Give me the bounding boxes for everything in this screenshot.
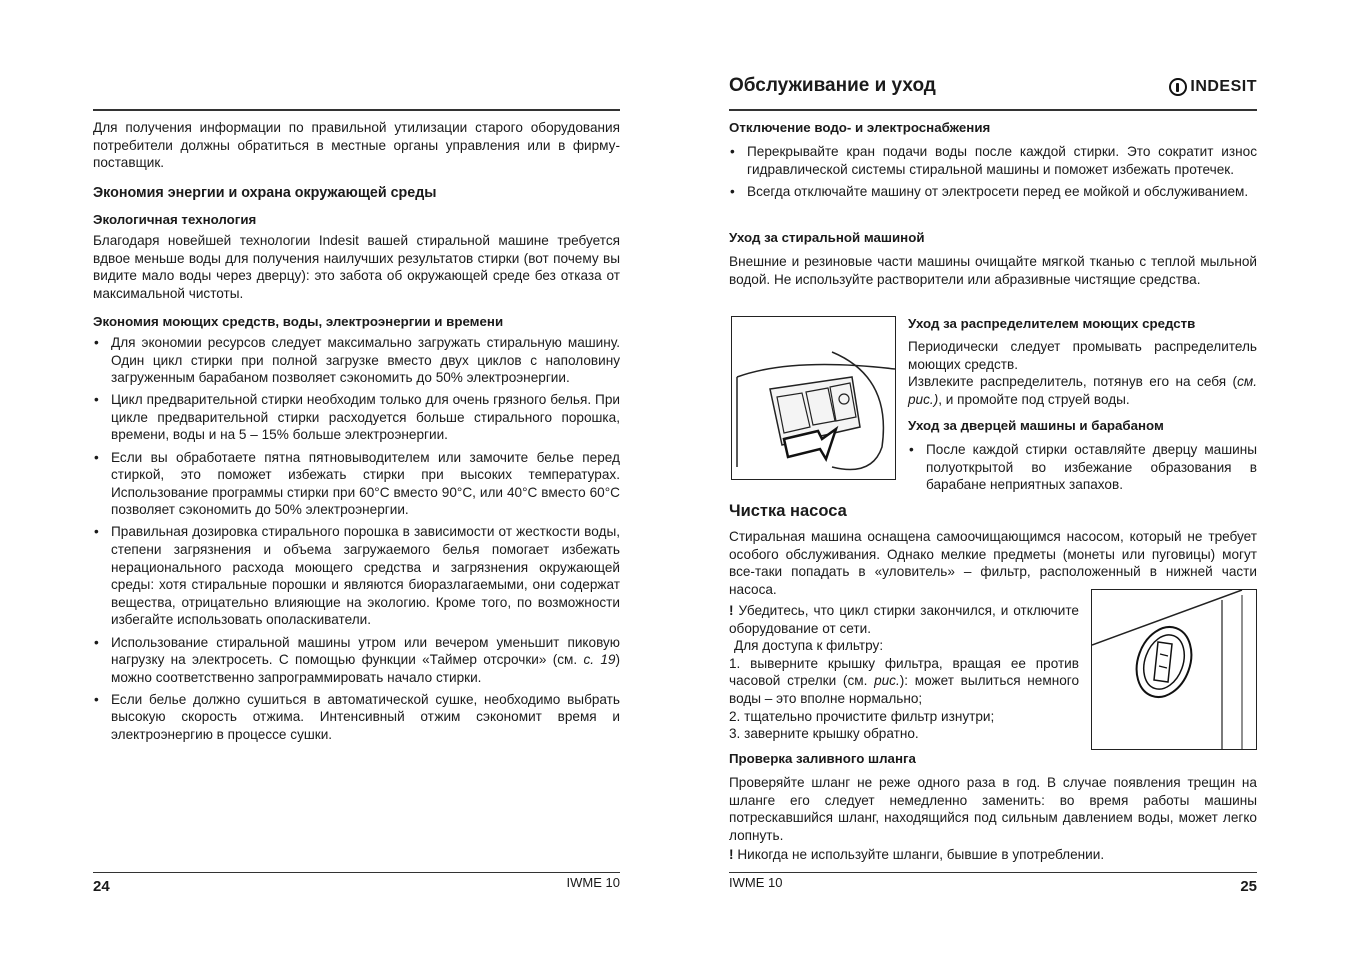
eco-text: Благодаря новейшей технологии Indesit вашей стиральной машине требуется вдвое меньше воды для получения наилучших результатов стирки (вот почему вы видите мало воды через дверцу): это забота об окружающей среде без отказа от максимальной чистоты. bbox=[93, 233, 620, 301]
figure-ref: см. рис.) bbox=[908, 374, 1257, 407]
right-page bbox=[729, 0, 1257, 954]
savings-item-5: • Использование стиральной машины утром или вечером уменьшит пиковую нагрузку на электросеть. С помощью функции «Таймер отсрочки» (см. с. 19) можно соответственно запрограммировать начало стирки. bbox=[93, 634, 620, 687]
page-ref: с. 19 bbox=[583, 652, 616, 668]
pump-access: Для доступа к фильтру: bbox=[734, 638, 884, 654]
shutoff-item-1: • Перекрывайте кран подачи воды после каждой стирки. Это сократит износ гидравлической системы стиральной машины и поможет избежать протечек. bbox=[729, 143, 1257, 178]
page-title: Обслуживание и уход bbox=[729, 75, 936, 96]
door-list bbox=[908, 441, 1257, 498]
warning-mark: ! bbox=[729, 603, 734, 618]
warning-mark-hose: ! bbox=[729, 847, 734, 862]
left-bottom-rule bbox=[93, 872, 620, 873]
savings-item-3: • Если вы обработаете пятна пятновыводителем или замочите белье перед стиркой, это поможет избежать стирки при высоких температурах. Использование программы стирки при 60°C вместо 90°C, или 40°C вместо 60°C позволяет сэкономить до 50% электроэнергии. bbox=[93, 449, 620, 519]
care-title: Уход за стиральной машиной bbox=[729, 230, 925, 245]
page-number-right: 25 bbox=[1240, 878, 1257, 895]
intro-text: Для получения информации по правильной утилизации старого оборудования потребители должны обратиться в местные органы управления или в фирму-поставщик. bbox=[93, 120, 620, 171]
savings-item-2: • Цикл предварительной стирки необходим только для очень грязного белья. При цикле предварительной стирки расходуется больше стирального порошка, времени, воды и на 5 – 15% больше электроэнергии. bbox=[93, 391, 620, 444]
savings-item-1: • Для экономии ресурсов следует максимально загружать стиральную машину. Один цикл стирки при полной загрузке вместо двух циклов с наполовину загруженным барабаном позволяет сэкономить до 50% электроэнергии. bbox=[93, 334, 620, 387]
dispenser-text-2: Извлеките распределитель, потянув его на себя (см. рис.), и промойте под струей воды. bbox=[908, 374, 1257, 407]
section-title-energy: Экономия энергии и охрана окружающей среды bbox=[93, 185, 437, 201]
savings-item-4: • Правильная дозировка стирального порошка в зависимости от жесткости воды, степени загрязнения и объема загружаемого белья помогает избежать нерационального расхода моющего средства и загрязнения окружающей среды: хотя стиральные порошки и являются биоразлагаемыми, они содержат вещества, отрицательно влияющие на экологию. Кроме того, по возможности избегайте использовать ополаскиватели. bbox=[93, 523, 620, 629]
right-bottom-rule bbox=[729, 872, 1257, 873]
left-page bbox=[93, 0, 620, 954]
model-left: IWME 10 bbox=[566, 875, 620, 890]
model-right: IWME 10 bbox=[729, 875, 783, 890]
figure-ref-pump: рис. bbox=[874, 673, 900, 689]
left-top-rule bbox=[93, 109, 620, 111]
hose-text: Проверяйте шланг не реже одного раза в год. В случае появления трещин на шланге его следует немедленно заменить: во время работы машины потрескавшийся шланг, находящийся под сильным давлением воды, может легко лопнуть. bbox=[729, 775, 1257, 843]
shutoff-item-2: • Всегда отключайте машину от электросети перед ее мойкой и обслуживанием. bbox=[729, 183, 1257, 201]
dispenser-drawing bbox=[732, 317, 895, 479]
right-top-rule bbox=[729, 109, 1257, 111]
door-title: Уход за дверцей машины и барабаном bbox=[908, 418, 1164, 433]
page-number-left: 24 bbox=[93, 878, 110, 895]
dispenser-text bbox=[908, 338, 1257, 408]
pump-warning: ! Убедитесь, что цикл стирки закончился, и отключите оборудование от сети. bbox=[729, 603, 1079, 636]
pump-filter-figure bbox=[1091, 589, 1257, 750]
care-text: Внешние и резиновые части машины очищайте мягкой тканью с теплой мыльной водой. Не используйте растворители или абразивные чистящие средства. bbox=[729, 254, 1257, 287]
pump-step-1: 1. выверните крышку фильтра, вращая ее против часовой стрелки (см. рис.): может вылиться немного воды – это вполне нормально; bbox=[729, 655, 1079, 706]
savings-item-6: • Если белье должно сушиться в автоматической сушке, необходимо выбрать высокую скорость отжима. Интенсивный отжим сэкономит время и электроэнергию в процессе сушки. bbox=[93, 691, 620, 744]
dispenser-title: Уход за распределителем моющих средств bbox=[908, 316, 1196, 331]
door-item: • После каждой стирки оставляйте дверцу машины полуоткрытой во избежание образования в барабане неприятных запахов. bbox=[908, 441, 1257, 494]
shutoff-list bbox=[729, 143, 1257, 205]
brand-name: INDESIT bbox=[1190, 78, 1257, 95]
indesit-logo-icon bbox=[1169, 78, 1187, 96]
shutoff-title: Отключение водо- и электроснабжения bbox=[729, 120, 991, 135]
savings-list bbox=[93, 334, 620, 748]
pump-instructions bbox=[729, 602, 1079, 743]
pump-text: Стиральная машина оснащена самоочищающимся насосом, который не требует особого обслуживания. Однако мелкие предметы (монеты или пуговицы) могут все-таки попадать в «уловитель» – фильтр, расположенный в нижней части насоса. bbox=[729, 529, 1257, 597]
pump-title: Чистка насоса bbox=[729, 502, 847, 520]
savings-title: Экономия моющих средств, воды, электроэнергии и времени bbox=[93, 314, 504, 329]
hose-warning: ! Никогда не используйте шланги, бывшие в употреблении. bbox=[729, 847, 1105, 862]
eco-title: Экологичная технология bbox=[93, 212, 257, 227]
pump-step-2: 2. тщательно прочистите фильтр изнутри; bbox=[729, 708, 995, 724]
dispenser-text-1: Периодически следует промывать распределитель моющих средств. bbox=[908, 339, 1257, 372]
hose-title: Проверка заливного шланга bbox=[729, 751, 916, 766]
dispenser-figure bbox=[731, 316, 896, 480]
pump-filter-drawing bbox=[1092, 590, 1256, 749]
brand-logo bbox=[1169, 78, 1257, 96]
pump-step-3: 3. заверните крышку обратно. bbox=[729, 726, 919, 742]
